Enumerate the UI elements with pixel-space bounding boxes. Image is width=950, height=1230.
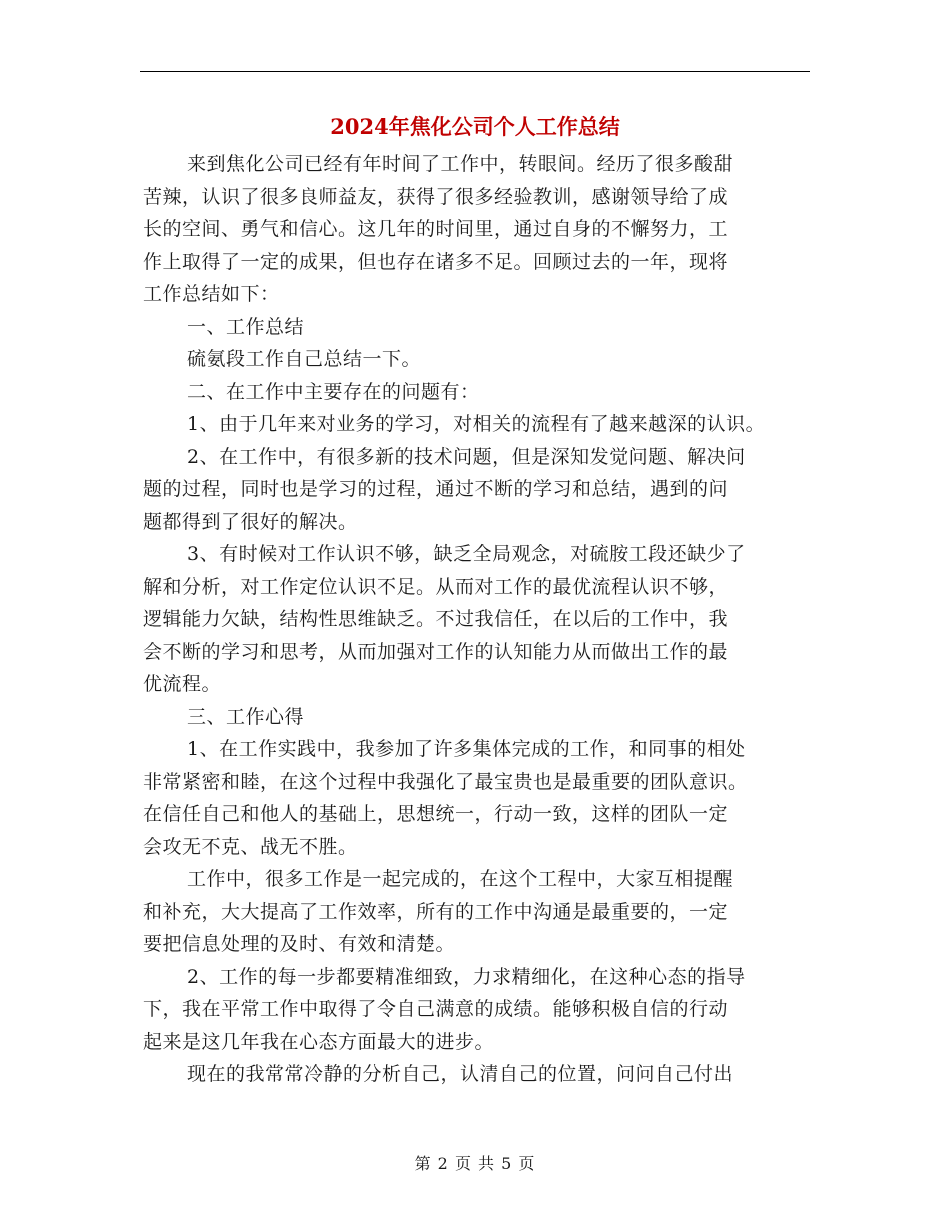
paragraph-line: 要把信息处理的及时、有效和清楚。 [143,933,456,955]
paragraph [143,701,813,734]
paragraph-line: 题都得到了很好的解决。 [143,510,358,533]
paragraph [143,1058,813,1091]
paragraph-line: 在信任自己和他人的基础上，思想统一，行动一致，这样的团队一定 [143,803,729,825]
page-footer: 第 2 页 共 5 页 [414,1154,536,1173]
paragraph-line: 起来是这几年我在心态方面最大的进步。 [143,1030,495,1053]
paragraph-line: 来到焦化公司已经有年时间了工作中，转眼间。经历了很多酸甜 [187,153,734,175]
paragraph [143,408,813,441]
paragraph-line: 1、在工作实践中，我参加了许多集体完成的工作，和同事的相处 [187,738,746,760]
paragraph [143,376,813,409]
document-title: 2024年焦化公司个人工作总结 [330,114,620,139]
paragraph-line: 3、有时候对工作认识不够，缺乏全局观念，对硫胺工段还缺少了 [187,543,746,565]
paragraph-line: 优流程。 [143,673,222,695]
paragraph-line: 会不断的学习和思考，从而加强对工作的认知能力从而做出工作的最 [143,640,729,663]
paragraph [143,863,813,961]
paragraph-line: 三、工作心得 [187,705,305,728]
paragraph [143,311,813,344]
paragraph-line: 2、在工作中，有很多新的技术问题，但是深知发觉问题、解决问 [187,445,746,468]
paragraph-line: 工作总结如下： [143,283,280,305]
paragraph-line: 硫氨段工作自己总结一下。 [187,348,422,370]
paragraph-line: 工作中，很多工作是一起完成的，在这个工程中，大家互相提醒 [187,868,734,890]
paragraph-line: 2、工作的每一步都要精准细致，力求精细化，在这种心态的指导 [187,965,746,988]
paragraph [143,441,813,539]
paragraph-line: 非常紧密和睦，在这个过程中我强化了最宝贵也是最重要的团队意识。 [143,770,748,793]
paragraph-line: 逻辑能力欠缺，结构性思维缺乏。不过我信任，在以后的工作中，我 [143,608,729,630]
document-body [143,148,813,1091]
paragraph-line: 二、在工作中主要存在的问题有： [187,380,480,403]
paragraph-line: 1、由于几年来对业务的学习，对相关的流程有了越来越深的认识。 [187,413,766,435]
paragraph-line: 和补充，大大提高了工作效率，所有的工作中沟通是最重要的，一定 [143,900,729,923]
paragraph-line: 苦辣，认识了很多良师益友，获得了很多经验教训，感谢领导给了成 [143,185,729,208]
paragraph-line: 一、工作总结 [187,315,305,338]
paragraph [143,343,813,376]
paragraph-line: 现在的我常常冷静的分析自己，认清自己的位置，问问自己付出 [187,1063,734,1085]
paragraph-line: 长的空间、勇气和信心。这几年的时间里，通过自身的不懈努力，工 [143,218,729,240]
paragraph [143,538,813,701]
paragraph-line: 会攻无不克、战无不胜。 [143,835,358,858]
paragraph [143,733,813,863]
paragraph-line: 题的过程，同时也是学习的过程，通过不断的学习和总结，遇到的问 [143,478,729,500]
paragraph-line: 解和分析，对工作定位认识不足。从而对工作的最优流程认识不够， [143,575,729,598]
header-rule [140,71,810,72]
paragraph-line: 下，我在平常工作中取得了令自己满意的成绩。能够积极自信的行动 [143,998,729,1020]
paragraph [143,961,813,1059]
paragraph [143,148,813,311]
paragraph-line: 作上取得了一定的成果，但也存在诸多不足。回顾过去的一年，现将 [143,250,729,273]
